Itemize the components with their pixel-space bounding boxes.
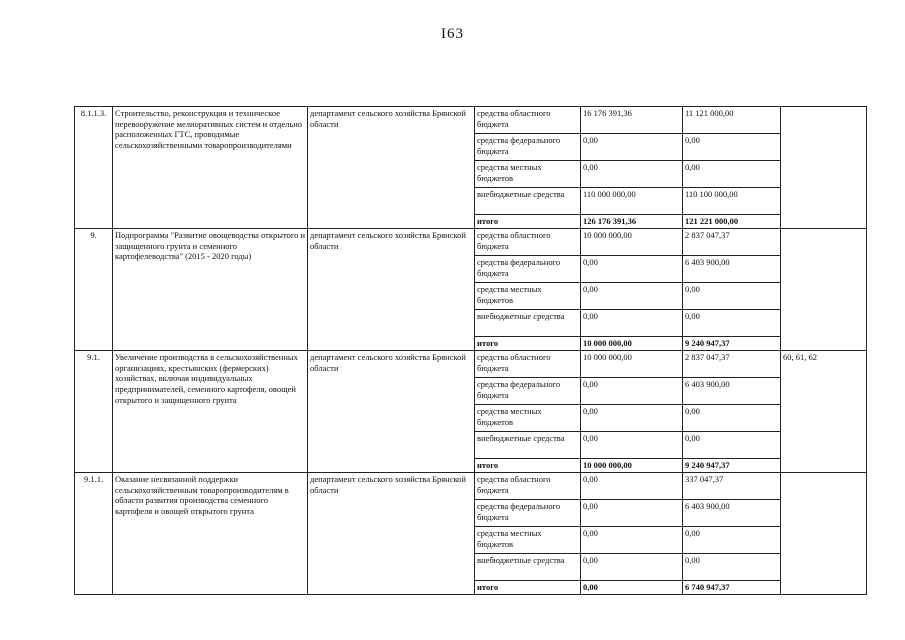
amount-actual: 0,00 xyxy=(683,310,781,337)
funding-source: итого xyxy=(475,337,581,351)
amount-planned: 10 000 000,00 xyxy=(581,337,683,351)
amount-actual: 121 221 000,00 xyxy=(683,215,781,229)
amount-actual: 0,00 xyxy=(683,554,781,581)
funding-source: итого xyxy=(475,215,581,229)
amount-planned: 0,00 xyxy=(581,256,683,283)
executor: департамент сельского хозяйства Брянской области xyxy=(308,229,475,351)
funding-source: средства федерального бюджета xyxy=(475,134,581,161)
executor: департамент сельского хозяйства Брянской области xyxy=(308,351,475,473)
amount-planned: 0,00 xyxy=(581,473,683,500)
executor: департамент сельского хозяйства Брянской области xyxy=(308,107,475,229)
amount-planned: 110 000 000,00 xyxy=(581,188,683,215)
item-number: 9.1.1. xyxy=(75,473,113,595)
amount-actual: 6 403 900,00 xyxy=(683,378,781,405)
funding-source: внебюджетные средства xyxy=(475,554,581,581)
table-body xyxy=(75,107,867,595)
amount-planned: 0,00 xyxy=(581,405,683,432)
funding-source: средства областного бюджета xyxy=(475,473,581,500)
funding-source: средства областного бюджета xyxy=(475,351,581,378)
item-number: 9.1. xyxy=(75,351,113,473)
funding-source: средства федерального бюджета xyxy=(475,500,581,527)
amount-actual: 6 740 947,37 xyxy=(683,581,781,595)
amount-planned: 0,00 xyxy=(581,432,683,459)
indicator-refs xyxy=(781,229,867,351)
amount-planned: 0,00 xyxy=(581,310,683,337)
amount-planned: 16 176 391,36 xyxy=(581,107,683,134)
amount-actual: 337 047,37 xyxy=(683,473,781,500)
amount-planned: 0,00 xyxy=(581,378,683,405)
amount-actual: 6 403 900,00 xyxy=(683,500,781,527)
funding-source: итого xyxy=(475,459,581,473)
funding-source: средства местных бюджетов xyxy=(475,283,581,310)
item-title: Оказание несвязанной поддержки сельскохозяйственным товаропроизводителям в области развития производства семенного картофеля и овощей открытого грунта xyxy=(113,473,308,595)
item-title: Строительство, реконструкция и техническое перевооружение мелиоративных систем и отдельно расположенных ГТС, проводимые сельскохозяйственными товаропроизводителями xyxy=(113,107,308,229)
page-number: I63 xyxy=(441,26,464,42)
indicator-refs xyxy=(781,473,867,595)
indicator-refs: 60, 61, 62 xyxy=(781,351,867,473)
funding-source: средства местных бюджетов xyxy=(475,405,581,432)
amount-actual: 0,00 xyxy=(683,405,781,432)
amount-actual: 0,00 xyxy=(683,432,781,459)
funding-source: внебюджетные средства xyxy=(475,310,581,337)
item-number: 8.1.1.3. xyxy=(75,107,113,229)
amount-planned: 10 000 000,00 xyxy=(581,351,683,378)
funding-source: средства местных бюджетов xyxy=(475,161,581,188)
amount-planned: 0,00 xyxy=(581,500,683,527)
item-title: Увеличение производства в сельскохозяйственных организациях, крестьянских (фермерских) хозяйствах, включая индивидуальных предпринимателей, семенного картофеля, овощей открытого и защищенного грунта xyxy=(113,351,308,473)
table-row xyxy=(75,351,867,378)
executor: департамент сельского хозяйства Брянской области xyxy=(308,473,475,595)
table-row xyxy=(75,473,867,500)
funding-source: средства областного бюджета xyxy=(475,229,581,256)
budget-table xyxy=(74,106,867,595)
amount-planned: 0,00 xyxy=(581,161,683,188)
funding-source: средства федерального бюджета xyxy=(475,378,581,405)
amount-actual: 9 240 947,37 xyxy=(683,337,781,351)
amount-planned: 0,00 xyxy=(581,134,683,161)
funding-source: внебюджетные средства xyxy=(475,188,581,215)
funding-source: внебюджетные средства xyxy=(475,432,581,459)
amount-actual: 110 100 000,00 xyxy=(683,188,781,215)
amount-actual: 0,00 xyxy=(683,527,781,554)
amount-planned: 10 000 000,00 xyxy=(581,229,683,256)
funding-source: средства областного бюджета xyxy=(475,107,581,134)
funding-source: средства местных бюджетов xyxy=(475,527,581,554)
table-row xyxy=(75,107,867,134)
amount-actual: 0,00 xyxy=(683,283,781,310)
amount-actual: 0,00 xyxy=(683,161,781,188)
table-row xyxy=(75,229,867,256)
amount-planned: 0,00 xyxy=(581,581,683,595)
amount-actual: 9 240 947,37 xyxy=(683,459,781,473)
amount-actual: 2 837 047,37 xyxy=(683,351,781,378)
amount-actual: 11 121 000,00 xyxy=(683,107,781,134)
indicator-refs xyxy=(781,107,867,229)
amount-actual: 0,00 xyxy=(683,134,781,161)
amount-planned: 0,00 xyxy=(581,527,683,554)
amount-planned: 0,00 xyxy=(581,554,683,581)
item-number: 9. xyxy=(75,229,113,351)
amount-actual: 6 403 900,00 xyxy=(683,256,781,283)
item-title: Подпрограмма "Развитие овощеводства открытого и защищенного грунта и семенного картофелеводства" (2015 - 2020 годы) xyxy=(113,229,308,351)
amount-planned: 126 176 391,36 xyxy=(581,215,683,229)
amount-planned: 0,00 xyxy=(581,283,683,310)
amount-planned: 10 000 000,00 xyxy=(581,459,683,473)
funding-source: средства федерального бюджета xyxy=(475,256,581,283)
funding-source: итого xyxy=(475,581,581,595)
amount-actual: 2 837 047,37 xyxy=(683,229,781,256)
